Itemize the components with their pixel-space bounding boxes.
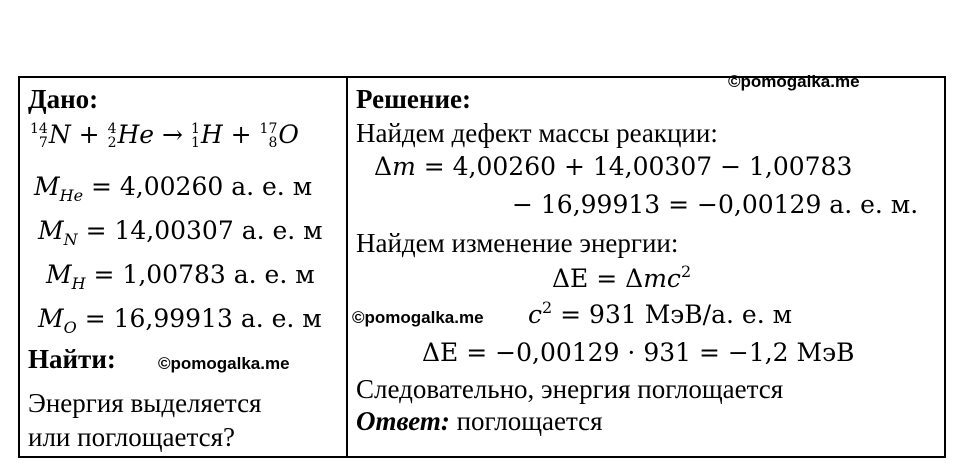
mass-defect-equation: Δm = 4,00260 + 14,00307 − 1,00783 <box>374 152 853 181</box>
he-nucleon-numbers: 4 2 <box>107 121 117 151</box>
reaction-equation <box>30 122 299 150</box>
h-nucleon-numbers: 1 1 <box>190 121 200 151</box>
n-nucleon-numbers: 14 7 <box>30 121 48 151</box>
answer-text: поглощается <box>449 406 603 436</box>
he-symbol: He <box>117 120 155 149</box>
step-energy-change: Найдем изменение энергии: <box>356 228 679 258</box>
plus-sign: + <box>78 120 100 149</box>
given-title: Дано: <box>28 84 99 114</box>
o-symbol: O <box>278 120 299 149</box>
watermark-middle: ©pomogalka.me <box>352 308 484 327</box>
n-symbol: N <box>48 120 71 149</box>
solution-table <box>18 72 946 458</box>
find-question-line1: Энергия выделяется <box>28 388 262 418</box>
mass-defect-equation-continued: − 16,99913 = −0,00129 а. е. м. <box>512 190 919 219</box>
watermark-top-right: ©pomogalka.me <box>728 72 860 91</box>
conclusion-text: Следовательно, энергия поглощается <box>356 374 784 404</box>
watermark-left: ©pomogalka.me <box>158 354 290 373</box>
find-question-line2: или поглощается? <box>28 422 236 452</box>
find-title: Найти: <box>28 344 116 374</box>
mass-he: $M_{He} = 4,00260$ а. е. м <box>34 172 313 205</box>
h-symbol: H <box>200 120 223 149</box>
plus-sign: + <box>230 120 252 149</box>
mass-o: $M_O = 16,99913$ а. е. м <box>38 304 322 337</box>
arrow-icon: → <box>162 120 183 149</box>
solution-title: Решение: <box>356 84 471 114</box>
o-nucleon-numbers: 17 8 <box>259 121 278 151</box>
energy-result: ΔE = −0,00129 · 931 = −1,2 МэВ <box>422 338 855 367</box>
energy-formula: ΔE = Δmc$^2$ <box>552 262 692 293</box>
step-mass-defect: Найдем дефект массы реакции: <box>356 118 718 148</box>
mass-n: $M_N = 14,00307$ а. е. м <box>38 216 323 249</box>
c-squared-value: $c^2 = 931$ МэВ/а. е. м <box>528 298 793 329</box>
mass-h: $M_H = 1,00783$ а. е. м <box>46 260 315 293</box>
answer-label: Ответ: <box>356 406 450 436</box>
answer-line <box>356 408 603 435</box>
column-divider <box>346 78 348 456</box>
